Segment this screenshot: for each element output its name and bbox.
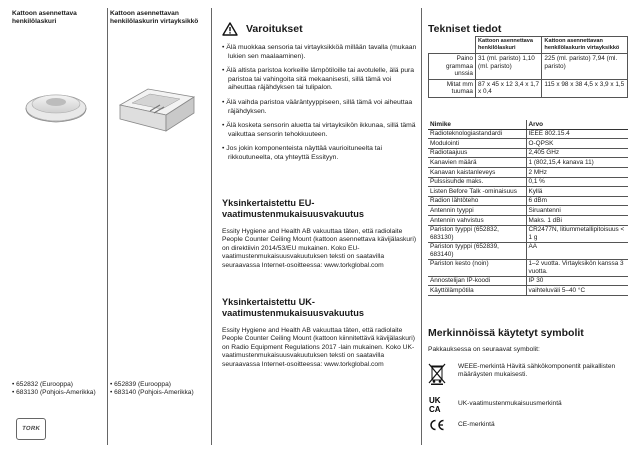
dimensions-table xyxy=(428,36,628,98)
table-cell: Pariston tyyppi (652839, 683140) xyxy=(428,242,526,259)
table-cell: Mitat mm tuumaa xyxy=(429,79,476,97)
product-code: • 652839 (Eurooppa) xyxy=(110,381,194,389)
table-header: Arvo xyxy=(526,120,628,129)
warning-item: • Älä altista paristoa korkeille lämpötiloille tai avotulelle, älä pura paristoa tai vahingoita sitä mekaanisesti, sillä tämä voi aiheuttaa räjähdyksen tai tulipalon. xyxy=(222,67,418,93)
table-cell: 115 x 98 x 38 4,5 x 3,9 x 1,5 xyxy=(542,79,628,97)
product-code: • 683140 (Pohjois-Amerikka) xyxy=(110,389,194,397)
product-codes xyxy=(110,381,194,397)
product-codes xyxy=(12,381,96,397)
table-cell: 1–2 vuotta. Virtayksikön kanssa 3 vuotta. xyxy=(526,259,628,276)
table-cell: Radioteknologiastandardi xyxy=(428,129,526,139)
table-cell: Kanavien määrä xyxy=(428,158,526,168)
symbols-intro: Pakkauksessa on seuraavat symbolit: xyxy=(428,346,540,353)
symbol-text: WEEE-merkintä Hävitä sähkökomponentit paikallisten määräysten mukaisesti. xyxy=(458,363,616,378)
table-cell: 2,405 GHz xyxy=(526,148,628,158)
table-cell: O-QPSK xyxy=(526,139,628,149)
eu-declaration xyxy=(222,198,418,270)
table-row xyxy=(428,139,628,149)
table-row xyxy=(428,259,628,276)
table-cell: Radion lähtöteho xyxy=(428,196,526,206)
table-cell: vaihteluväli 5–40 °C xyxy=(526,286,628,296)
table-cell: 0,1 % xyxy=(526,177,628,187)
table-cell: Pulssisuhde maks. xyxy=(428,177,526,187)
warning-item: • Älä kosketa sensorin aluetta tai virtayksikön ikkunaa, sillä tämä vaikuttaa sensorin tehokkuuteen. xyxy=(222,122,418,139)
warnings-column xyxy=(222,0,418,453)
table-corner xyxy=(429,37,476,54)
symbol-row xyxy=(428,419,628,431)
table-row xyxy=(428,167,628,177)
technical-column xyxy=(428,0,628,453)
table-cell: AA xyxy=(526,242,628,259)
table-cell: 2 MHz xyxy=(526,167,628,177)
table-cell: 31 (ml. paristo) 1,10 (ml. paristo) xyxy=(476,54,542,80)
specs-table xyxy=(428,120,628,296)
table-cell: IP 30 xyxy=(526,276,628,286)
uk-declaration-text: Essity Hygiene and Health AB vakuuttaa täten, että radiolaite People Counter Ceiling Mount (kattoon kiinnitettävä kävijälaskuri) on Radio Equipment Regulations 2017 -lain mukainen. Koko UK-vaatimustenmukaisuusvakuutuksen teksti on saatavilla seuraavassa Internet-osoitteessa: www.torkglobal.com xyxy=(222,327,415,368)
warnings-list xyxy=(222,44,418,163)
power-unit-image xyxy=(110,75,200,145)
table-header: Nimike xyxy=(428,120,526,129)
table-cell: CR2477N, litiummetallipitoisuus < 1 g xyxy=(526,225,628,242)
uk-declaration-title: Yksinkertaistettu UK-vaatimustenmukaisuusvakuutus xyxy=(222,297,364,318)
table-cell: 225 (ml. paristo) 7,94 (ml. paristo) xyxy=(542,54,628,80)
table-cell: Antennin vahvistus xyxy=(428,215,526,225)
column-divider xyxy=(211,8,212,445)
table-row xyxy=(428,225,628,242)
uk-declaration xyxy=(222,297,418,369)
eu-declaration-text: Essity Hygiene and Health AB vakuuttaa täten, että radiolaite People Counter Ceiling Mount (kattoon asennettava kävijälaskuri) on direktiivin 2014/53/EU mukainen. Koko EU-vaatimustenmukaisuusvakuutuksen teksti on saatavilla seuraavassa Internet-osoitteessa: www.torkglobal.com xyxy=(222,228,417,269)
symbols-section xyxy=(428,327,628,428)
eu-declaration-title: Yksinkertaistettu EU-vaatimustenmukaisuusvakuutus xyxy=(222,198,364,219)
column-divider xyxy=(421,8,422,445)
weee-bin-icon xyxy=(428,363,446,385)
symbols-title: Merkinnöissä käytetyt symbolit xyxy=(428,327,584,339)
table-row xyxy=(428,187,628,197)
warning-item: • Jos jokin komponenteista näyttää vaurioituneelta tai rikkoutuneelta, ota yhteyttä Essityyn. xyxy=(222,145,418,162)
table-cell: Antennin tyyppi xyxy=(428,206,526,216)
table-cell: 1 (802,15,4 kanava 11) xyxy=(526,158,628,168)
product-column-sensor xyxy=(12,0,104,453)
table-cell: Kanavan kaistanleveys xyxy=(428,167,526,177)
product-title: Kattoon asennettavan henkilölaskurin virtayksikkö xyxy=(110,10,199,25)
symbol-row xyxy=(428,395,628,413)
table-row xyxy=(428,177,628,187)
table-cell: Siruantenni xyxy=(526,206,628,216)
table-cell: Maks. 1 dBi xyxy=(526,215,628,225)
svg-text:UK: UK xyxy=(429,396,441,405)
table-row xyxy=(429,54,628,80)
table-cell: Käyttölämpötila xyxy=(428,286,526,296)
table-header: Kattoon asennettavan henkilölaskurin virtayksikkö xyxy=(542,37,628,54)
table-row xyxy=(428,129,628,139)
symbol-text: CE-merkintä xyxy=(458,421,495,428)
tech-title: Tekniset tiedot xyxy=(428,23,502,35)
table-cell: Radiotaajuus xyxy=(428,148,526,158)
warnings-title: Varoitukset xyxy=(246,23,303,35)
table-cell: 6 dBm xyxy=(526,196,628,206)
table-row xyxy=(428,196,628,206)
ce-icon xyxy=(428,419,446,431)
table-row xyxy=(428,215,628,225)
table-cell: Pariston kesto (noin) xyxy=(428,259,526,276)
table-cell: IEEE 802.15.4 xyxy=(526,129,628,139)
ceiling-sensor-image xyxy=(12,78,102,148)
symbol-row xyxy=(428,363,628,385)
tork-logo: TORK xyxy=(16,418,46,440)
table-cell: Modulointi xyxy=(428,139,526,149)
table-row xyxy=(428,158,628,168)
product-column-power-unit xyxy=(110,0,206,453)
warning-item: • Älä vaihda paristoa vääräntyyppiseen, sillä tämä voi aiheuttaa räjähdyksen. xyxy=(222,99,418,116)
table-row xyxy=(428,206,628,216)
warnings-heading xyxy=(222,22,418,36)
product-title: Kattoon asennettava henkilölaskuri xyxy=(12,10,77,25)
table-row xyxy=(429,79,628,97)
table-cell: Paino grammaa unssia xyxy=(429,54,476,80)
ukca-icon xyxy=(428,395,446,413)
table-row xyxy=(428,242,628,259)
table-cell: Kyllä xyxy=(526,187,628,197)
product-code: • 652832 (Eurooppa) xyxy=(12,381,96,389)
column-divider xyxy=(107,8,108,445)
table-row xyxy=(428,276,628,286)
table-cell: 87 x 45 x 12 3,4 x 1,7 x 0,4 xyxy=(476,79,542,97)
table-header: Kattoon asennettava henkilölaskuri xyxy=(476,37,542,54)
table-cell: Annostelijan IP-koodi xyxy=(428,276,526,286)
product-code: • 683130 (Pohjois-Amerikka) xyxy=(12,389,96,397)
warning-triangle-icon xyxy=(222,22,238,36)
table-row xyxy=(428,286,628,296)
svg-text:CA: CA xyxy=(429,405,441,413)
symbol-text: UK-vaatimustenmukaisuusmerkintä xyxy=(458,400,562,407)
table-row xyxy=(428,148,628,158)
warning-item: • Älä muokkaa sensoria tai virtayksikköä millään tavalla (mukaan lukien sen maalaaminen). xyxy=(222,44,418,61)
table-cell: Listen Before Talk -ominaisuus xyxy=(428,187,526,197)
table-cell: Pariston tyyppi (652832, 683130) xyxy=(428,225,526,242)
